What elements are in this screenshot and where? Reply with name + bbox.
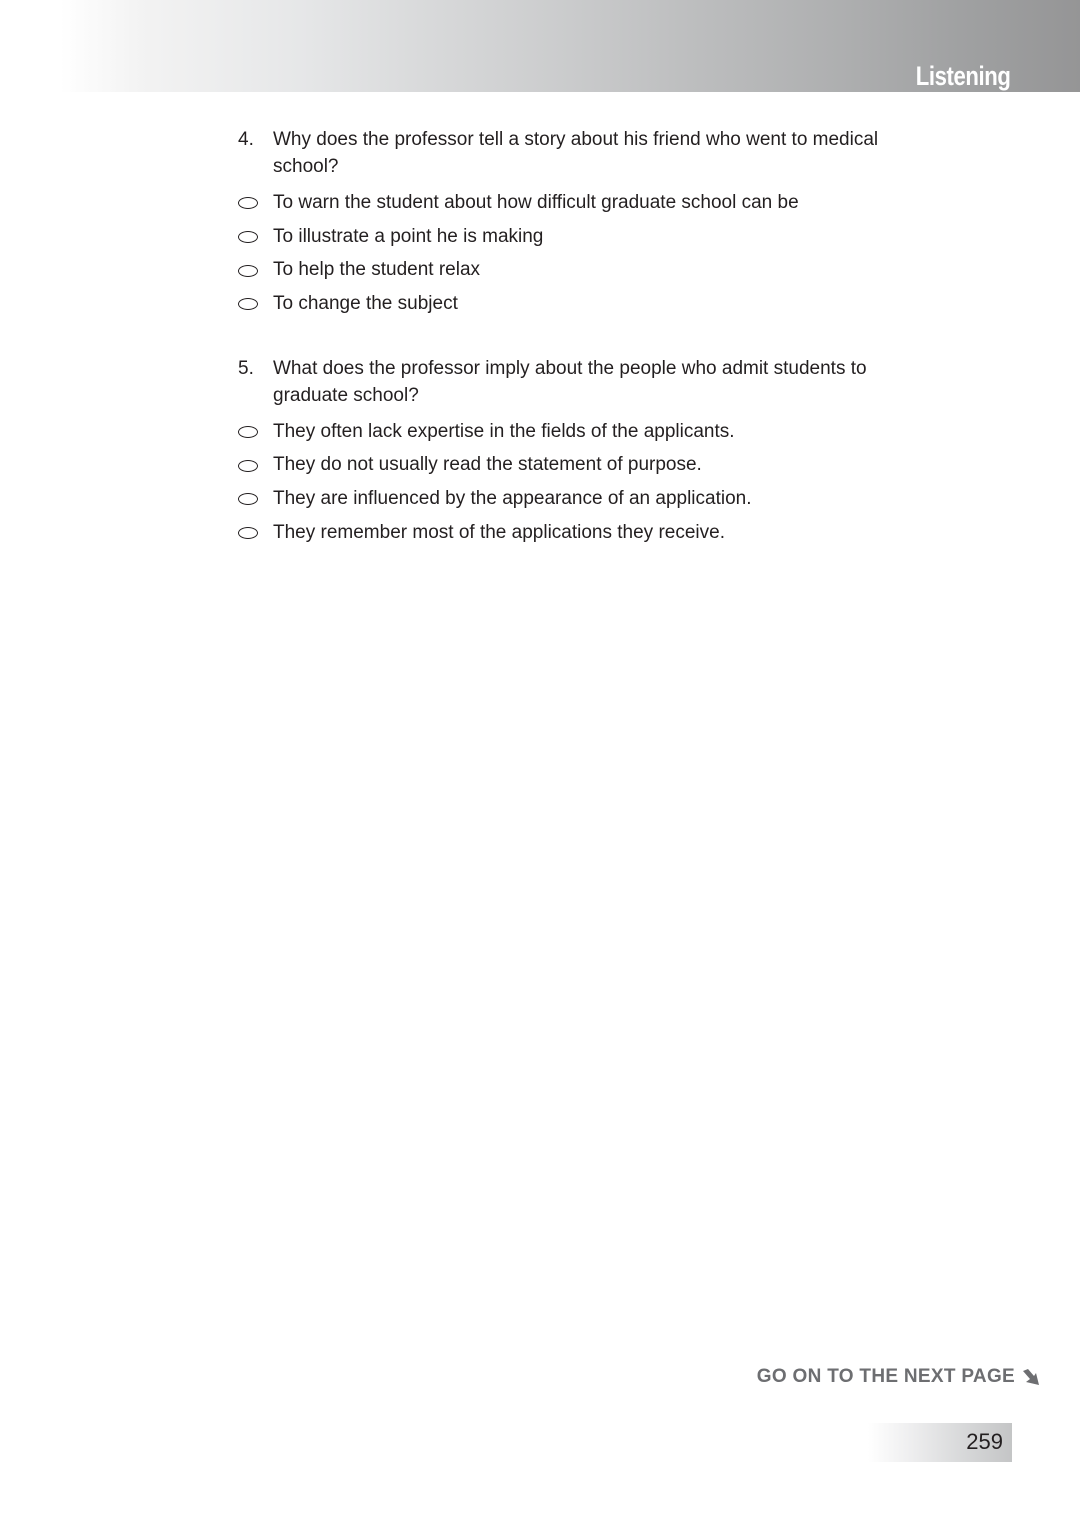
radio-oval-icon[interactable] — [238, 265, 258, 277]
radio-oval-icon[interactable] — [238, 197, 258, 209]
question-4 — [238, 126, 938, 321]
question-number: 5. — [238, 357, 254, 379]
question-text: Why does the professor tell a story about his friend who went to medical school? — [273, 129, 879, 177]
answer-option[interactable] — [238, 220, 938, 254]
answer-option[interactable] — [238, 253, 938, 287]
question-text: What does the professor imply about the people who admit students to graduate school? — [273, 357, 867, 406]
option-label: They often lack expertise in the fields of the applicants. — [273, 420, 735, 442]
radio-oval-icon[interactable] — [238, 527, 258, 539]
page-number: 259 — [966, 1429, 1003, 1454]
next-page-label: GO ON TO THE NEXT PAGE — [756, 1366, 1015, 1387]
option-label: To illustrate a point he is making — [273, 225, 544, 247]
radio-oval-icon[interactable] — [238, 298, 258, 310]
question-stem — [238, 355, 938, 409]
answer-option[interactable] — [238, 186, 938, 220]
answer-option[interactable] — [238, 287, 938, 321]
answer-option[interactable] — [238, 448, 938, 482]
option-label: They remember most of the applications they receive. — [273, 521, 725, 543]
answer-option[interactable] — [238, 415, 938, 449]
answer-option[interactable] — [238, 482, 938, 516]
question-list — [238, 126, 938, 550]
option-label: They are influenced by the appearance of an application. — [273, 487, 752, 509]
radio-oval-icon[interactable] — [238, 460, 258, 472]
arrow-down-right-icon — [1022, 1368, 1040, 1386]
question-5 — [238, 355, 938, 550]
question-stem — [238, 126, 938, 180]
radio-oval-icon[interactable] — [238, 231, 258, 243]
next-page-prompt — [757, 1366, 1040, 1388]
answer-option[interactable] — [238, 516, 938, 550]
option-label: To help the student relax — [273, 259, 481, 281]
radio-oval-icon[interactable] — [238, 493, 258, 505]
option-label: They do not usually read the statement of purpose. — [273, 454, 702, 476]
option-label: To warn the student about how difficult graduate school can be — [273, 191, 799, 213]
question-spacer — [238, 321, 938, 355]
radio-oval-icon[interactable] — [238, 426, 258, 438]
answer-options — [238, 186, 938, 321]
page-number-box — [868, 1423, 1012, 1462]
question-number: 4. — [238, 129, 254, 150]
header-band — [0, 0, 1080, 92]
section-title: Listening — [915, 61, 1010, 91]
answer-options — [238, 415, 938, 550]
option-label: To change the subject — [273, 292, 458, 314]
